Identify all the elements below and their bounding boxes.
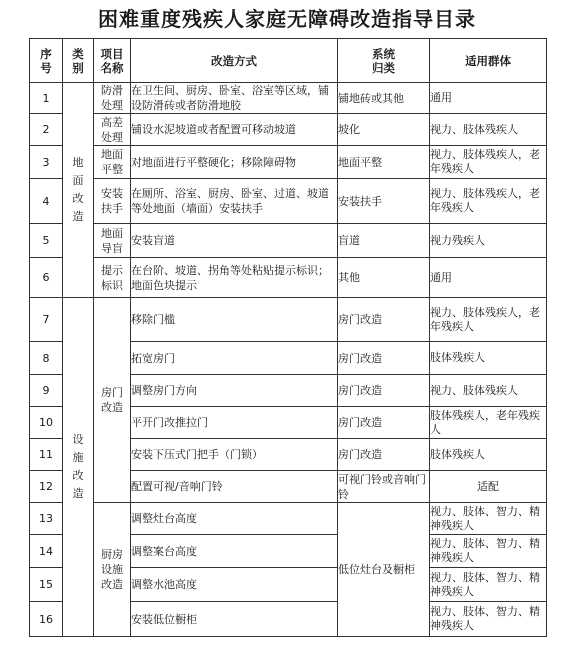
row-number: 7 <box>30 298 63 342</box>
header-system: 系统 归类 <box>338 39 430 83</box>
system-cell: 铺地砖或其他 <box>338 83 430 114</box>
row-number: 15 <box>30 568 63 602</box>
row-number: 1 <box>30 83 63 114</box>
method-cell: 铺设水泥坡道或者配置可移动坡道 <box>131 114 338 146</box>
row-number: 12 <box>30 471 63 503</box>
row-number: 8 <box>30 342 63 375</box>
system-cell: 房门改造 <box>338 342 430 375</box>
group-cell: 视力、肢体、智力、精神残疾人 <box>430 602 547 637</box>
group-cell: 视力、肢体、智力、精神残疾人 <box>430 503 547 535</box>
method-cell: 调整灶台高度 <box>131 503 338 535</box>
category-ground: 地 面 改 造 <box>63 83 94 298</box>
table-row <box>30 114 547 146</box>
header-group: 适用群体 <box>430 39 547 83</box>
group-cell: 适配 <box>430 471 547 503</box>
table-row <box>30 503 547 535</box>
group-cell: 视力、肢体、智力、精神残疾人 <box>430 568 547 602</box>
method-cell: 安装低位橱柜 <box>131 602 338 637</box>
table-row <box>30 179 547 224</box>
table-row <box>30 224 547 258</box>
group-cell: 视力残疾人 <box>430 224 547 258</box>
method-cell: 调整案台高度 <box>131 535 338 568</box>
system-cell: 房门改造 <box>338 298 430 342</box>
header-category: 类 别 <box>63 39 94 83</box>
group-cell: 肢体残疾人 <box>430 342 547 375</box>
group-cell: 通用 <box>430 83 547 114</box>
method-cell: 调整房门方向 <box>131 375 338 407</box>
item-name-door: 房门 改造 <box>94 298 131 503</box>
row-number: 13 <box>30 503 63 535</box>
group-cell: 肢体残疾人，老年残疾人 <box>430 407 547 439</box>
method-cell: 在卫生间、厨房、卧室、浴室等区域，铺设防滑砖或者防滑地胶 <box>131 83 338 114</box>
item-name: 提示 标识 <box>94 258 131 298</box>
system-cell: 房门改造 <box>338 439 430 471</box>
table-row <box>30 298 547 342</box>
system-cell: 安装扶手 <box>338 179 430 224</box>
row-number: 16 <box>30 602 63 637</box>
item-name: 安装 扶手 <box>94 179 131 224</box>
method-cell: 配置可视/音响门铃 <box>131 471 338 503</box>
method-cell: 安装下压式门把手（门锁） <box>131 439 338 471</box>
group-cell: 视力、肢体、智力、精神残疾人 <box>430 535 547 568</box>
system-cell: 地面平整 <box>338 146 430 179</box>
method-cell: 在厕所、浴室、厨房、卧室、过道、坡道等处地面（墙面）安装扶手 <box>131 179 338 224</box>
row-number: 5 <box>30 224 63 258</box>
system-cell: 房门改造 <box>338 407 430 439</box>
system-cell: 盲道 <box>338 224 430 258</box>
table-header-row <box>30 39 547 83</box>
item-name: 防滑 处理 <box>94 83 131 114</box>
system-cell: 坡化 <box>338 114 430 146</box>
catalog-table <box>29 38 547 637</box>
table-row <box>30 146 547 179</box>
group-cell: 视力、肢体残疾人，老年残疾人 <box>430 298 547 342</box>
item-name: 高差 处理 <box>94 114 131 146</box>
group-cell: 视力、肢体残疾人 <box>430 114 547 146</box>
method-cell: 平开门改推拉门 <box>131 407 338 439</box>
method-cell: 拓宽房门 <box>131 342 338 375</box>
row-number: 10 <box>30 407 63 439</box>
group-cell: 视力、肢体残疾人，老年残疾人 <box>430 146 547 179</box>
item-name: 地面 平整 <box>94 146 131 179</box>
table-row <box>30 83 547 114</box>
row-number: 9 <box>30 375 63 407</box>
row-number: 11 <box>30 439 63 471</box>
header-no: 序 号 <box>30 39 63 83</box>
row-number: 2 <box>30 114 63 146</box>
system-cell: 房门改造 <box>338 375 430 407</box>
item-name-kitchen: 厨房 设施 改造 <box>94 503 131 637</box>
system-cell: 其他 <box>338 258 430 298</box>
page-title: 困难重度残疾人家庭无障碍改造指导目录 <box>98 6 476 31</box>
header-method: 改造方式 <box>131 39 338 83</box>
row-number: 3 <box>30 146 63 179</box>
group-cell: 肢体残疾人 <box>430 439 547 471</box>
system-cell: 可视门铃或音响门铃 <box>338 471 430 503</box>
method-cell: 对地面进行平整硬化；移除障碍物 <box>131 146 338 179</box>
system-cell-kitchen: 低位灶台及橱柜 <box>338 503 430 637</box>
row-number: 14 <box>30 535 63 568</box>
method-cell: 移除门槛 <box>131 298 338 342</box>
category-facility: 设 施 改 造 <box>63 298 94 637</box>
row-number: 4 <box>30 179 63 224</box>
table-row <box>30 258 547 298</box>
group-cell: 视力、肢体残疾人 <box>430 375 547 407</box>
method-cell: 在台阶、坡道、拐角等处粘贴提示标识；地面色块提示 <box>131 258 338 298</box>
row-number: 6 <box>30 258 63 298</box>
group-cell: 通用 <box>430 258 547 298</box>
method-cell: 调整水池高度 <box>131 568 338 602</box>
group-cell: 视力、肢体残疾人，老年残疾人 <box>430 179 547 224</box>
header-name: 项目 名称 <box>94 39 131 83</box>
method-cell: 安装盲道 <box>131 224 338 258</box>
item-name: 地面 导盲 <box>94 224 131 258</box>
